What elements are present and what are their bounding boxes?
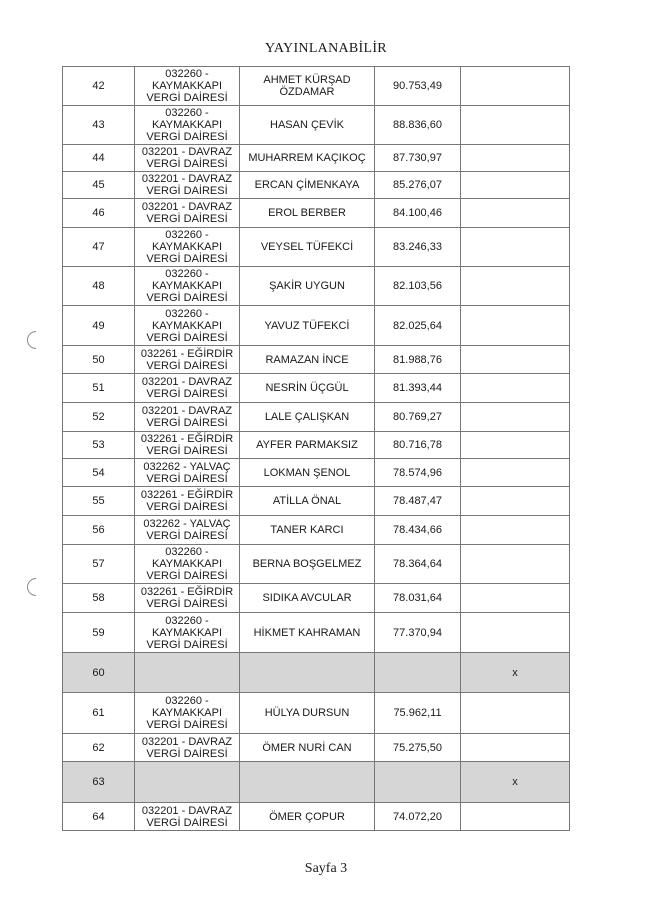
- table-row: [63, 693, 570, 734]
- mark-cell: [461, 374, 570, 403]
- tax-office-cell: [135, 803, 240, 831]
- mark-cell: [461, 487, 570, 516]
- tax-office-line: VERGİ DAİRESİ: [146, 530, 228, 542]
- tax-office-line: KAYMAKKAPI: [151, 80, 223, 92]
- person-name-cell: BERNA BOŞGELMEZ: [240, 545, 375, 584]
- person-name-cell: TANER KARCI: [240, 516, 375, 545]
- tax-office-line: 032260 -: [165, 229, 209, 241]
- tax-office-line: VERGİ DAİRESİ: [146, 472, 228, 485]
- table-row: [63, 306, 570, 346]
- amount-cell: 78.487,47: [375, 487, 461, 516]
- person-name-cell: [240, 762, 375, 803]
- tax-office-cell: [135, 267, 240, 306]
- mark-cell: [461, 432, 570, 459]
- tax-office-cell: [135, 459, 240, 487]
- tax-office-line: VERGİ DAİRESİ: [146, 388, 228, 400]
- table-row: [63, 199, 570, 228]
- row-number-cell: 61: [63, 693, 135, 734]
- table-row: [63, 67, 570, 106]
- tax-office-line: 032261 - EĞİRDİR: [140, 586, 234, 598]
- person-name-cell: HÜLYA DURSUN: [240, 693, 375, 734]
- mark-cell: [461, 584, 570, 613]
- person-name-cell: AHMET KÜRŞAD ÖZDAMAR: [240, 67, 375, 106]
- amount-cell: 78.434,66: [375, 516, 461, 545]
- mark-cell: [461, 306, 570, 346]
- mark-cell: [461, 67, 570, 106]
- tax-office-line: VERGİ DAİRESİ: [146, 213, 228, 225]
- mark-cell: [461, 403, 570, 432]
- tax-office-line: VERGİ DAİRESİ: [146, 131, 228, 143]
- amount-cell: [375, 762, 461, 803]
- tax-office-line: VERGİ DAİRESİ: [146, 92, 228, 104]
- mark-cell: x: [461, 653, 570, 693]
- row-number-cell: 42: [63, 67, 135, 106]
- tax-office-cell: [135, 199, 240, 228]
- table-row: [63, 267, 570, 306]
- tax-office-cell: [135, 228, 240, 267]
- mark-cell: [461, 613, 570, 653]
- tax-office-line: VERGİ DAİRESİ: [146, 747, 228, 760]
- table-row: [63, 432, 570, 459]
- person-name-cell: RAMAZAN İNCE: [240, 346, 375, 374]
- row-number-cell: 53: [63, 432, 135, 459]
- tax-office-line: VERGİ DAİRESİ: [146, 185, 228, 197]
- amount-cell: 78.364,64: [375, 545, 461, 584]
- page-number: Sayfa 3: [304, 861, 348, 876]
- tax-office-cell: [135, 762, 240, 803]
- tax-office-line: 032262 - YALVAÇ: [143, 460, 231, 473]
- tax-office-line: KAYMAKKAPI: [151, 241, 223, 253]
- tax-office-line: 032260 -: [165, 107, 209, 119]
- tax-office-line: VERGİ DAİRESİ: [146, 331, 228, 344]
- tax-office-cell: [135, 734, 240, 762]
- tax-office-line: 032201 - DAVRAZ: [141, 146, 233, 158]
- tax-office-line: 032260 -: [165, 68, 209, 80]
- row-number-cell: 44: [63, 145, 135, 172]
- mark-cell: [461, 267, 570, 306]
- person-name-cell: HASAN ÇEVİK: [240, 106, 375, 145]
- tax-office-line: VERGİ DAİRESİ: [146, 292, 228, 304]
- tax-office-cell: [135, 545, 240, 584]
- amount-cell: 78.031,64: [375, 584, 461, 613]
- row-number-cell: 58: [63, 584, 135, 613]
- person-name-cell: LOKMAN ŞENOL: [240, 459, 375, 487]
- table-row: [63, 374, 570, 403]
- person-name-cell: AYFER PARMAKSIZ: [240, 432, 375, 459]
- table-row: [63, 346, 570, 374]
- row-number-cell: 45: [63, 172, 135, 199]
- mark-cell: [461, 346, 570, 374]
- tax-office-line: 032260 -: [165, 695, 209, 707]
- mark-cell: [461, 693, 570, 734]
- results-table-body: [63, 67, 570, 831]
- tax-office-line: 032201 - DAVRAZ: [141, 804, 233, 817]
- amount-cell: 81.988,76: [375, 346, 461, 374]
- amount-cell: 80.716,78: [375, 432, 461, 459]
- tax-office-cell: [135, 432, 240, 459]
- tax-office-line: 032201 - DAVRAZ: [141, 376, 233, 388]
- mark-cell: [461, 172, 570, 199]
- tax-office-line: 032262 - YALVAÇ: [143, 518, 231, 530]
- row-number-cell: 64: [63, 803, 135, 831]
- tax-office-cell: [135, 403, 240, 432]
- table-row: [63, 403, 570, 432]
- results-table: [62, 66, 570, 831]
- tax-office-line: VERGİ DAİRESİ: [146, 638, 228, 651]
- row-number-cell: 63: [63, 762, 135, 803]
- person-name-cell: ŞAKİR UYGUN: [240, 267, 375, 306]
- tax-office-cell: [135, 487, 240, 516]
- tax-office-line: KAYMAKKAPI: [151, 319, 223, 332]
- tax-office-cell: [135, 67, 240, 106]
- row-number-cell: 59: [63, 613, 135, 653]
- tax-office-line: 032201 - DAVRAZ: [141, 735, 233, 748]
- mark-cell: [461, 145, 570, 172]
- mark-cell: [461, 516, 570, 545]
- tax-office-cell: [135, 693, 240, 734]
- tax-office-line: VERGİ DAİRESİ: [146, 570, 228, 582]
- tax-office-line: 032260 -: [165, 307, 209, 320]
- table-row-blank: [63, 762, 570, 803]
- amount-cell: 77.370,94: [375, 613, 461, 653]
- tax-office-line: VERGİ DAİRESİ: [146, 816, 228, 829]
- amount-cell: 81.393,44: [375, 374, 461, 403]
- tax-office-line: 032261 - EĞİRDİR: [140, 347, 234, 360]
- person-name-cell: ÖMER ÇOPUR: [240, 803, 375, 831]
- tax-office-cell: [135, 653, 240, 693]
- tax-office-line: VERGİ DAİRESİ: [146, 445, 228, 457]
- table-row: [63, 228, 570, 267]
- amount-cell: 88.836,60: [375, 106, 461, 145]
- person-name-cell: MUHARREM KAÇIKOÇ: [240, 145, 375, 172]
- tax-office-line: VERGİ DAİRESİ: [146, 417, 228, 429]
- person-name-cell: ERCAN ÇİMENKAYA: [240, 172, 375, 199]
- amount-cell: 75.962,11: [375, 693, 461, 734]
- row-number-cell: 50: [63, 346, 135, 374]
- amount-cell: 82.103,56: [375, 267, 461, 306]
- row-number-cell: 60: [63, 653, 135, 693]
- amount-cell: [375, 653, 461, 693]
- row-number-cell: 48: [63, 267, 135, 306]
- mark-cell: [461, 199, 570, 228]
- mark-cell: [461, 228, 570, 267]
- row-number-cell: 57: [63, 545, 135, 584]
- tax-office-cell: [135, 172, 240, 199]
- tax-office-cell: [135, 613, 240, 653]
- amount-cell: 83.246,33: [375, 228, 461, 267]
- tax-office-line: 032261 - EĞİRDİR: [140, 433, 234, 445]
- tax-office-line: 032201 - DAVRAZ: [141, 173, 233, 185]
- tax-office-line: VERGİ DAİRESİ: [146, 158, 228, 170]
- table-row: [63, 734, 570, 762]
- tax-office-cell: [135, 106, 240, 145]
- amount-cell: 82.025,64: [375, 306, 461, 346]
- table-row: [63, 459, 570, 487]
- row-number-cell: 47: [63, 228, 135, 267]
- tax-office-cell: [135, 516, 240, 545]
- person-name-cell: SIDIKA AVCULAR: [240, 584, 375, 613]
- amount-cell: 84.100,46: [375, 199, 461, 228]
- mark-cell: x: [461, 762, 570, 803]
- tax-office-cell: [135, 374, 240, 403]
- table-row: [63, 172, 570, 199]
- row-number-cell: 62: [63, 734, 135, 762]
- mark-cell: [461, 734, 570, 762]
- table-row: [63, 516, 570, 545]
- tax-office-line: VERGİ DAİRESİ: [146, 598, 228, 610]
- person-name-cell: ÖMER NURİ CAN: [240, 734, 375, 762]
- tax-office-cell: [135, 306, 240, 346]
- row-number-cell: 56: [63, 516, 135, 545]
- row-number-cell: 49: [63, 306, 135, 346]
- row-number-cell: 43: [63, 106, 135, 145]
- tax-office-line: KAYMAKKAPI: [151, 707, 223, 719]
- tax-office-line: 032261 - EĞİRDİR: [140, 489, 234, 501]
- tax-office-line: VERGİ DAİRESİ: [146, 253, 228, 265]
- tax-office-cell: [135, 145, 240, 172]
- amount-cell: 80.769,27: [375, 403, 461, 432]
- person-name-cell: YAVUZ TÜFEKCİ: [240, 306, 375, 346]
- tax-office-line: VERGİ DAİRESİ: [146, 359, 228, 372]
- person-name-cell: ATİLLA ÖNAL: [240, 487, 375, 516]
- punch-hole-mark: [23, 574, 48, 599]
- table-row: [63, 145, 570, 172]
- amount-cell: 78.574,96: [375, 459, 461, 487]
- tax-office-line: 032260 -: [165, 268, 209, 280]
- amount-cell: 75.275,50: [375, 734, 461, 762]
- person-name-cell: HİKMET KAHRAMAN: [240, 613, 375, 653]
- tax-office-line: KAYMAKKAPI: [151, 280, 223, 292]
- mark-cell: [461, 459, 570, 487]
- tax-office-line: KAYMAKKAPI: [151, 558, 223, 570]
- tax-office-line: 032201 - DAVRAZ: [141, 405, 233, 417]
- table-row: [63, 545, 570, 584]
- row-number-cell: 52: [63, 403, 135, 432]
- row-number-cell: 54: [63, 459, 135, 487]
- tax-office-cell: [135, 584, 240, 613]
- mark-cell: [461, 545, 570, 584]
- person-name-cell: EROL BERBER: [240, 199, 375, 228]
- table-row: [63, 613, 570, 653]
- tax-office-line: 032260 -: [165, 546, 209, 558]
- punch-hole-mark: [23, 327, 48, 352]
- tax-office-line: 032260 -: [165, 614, 209, 627]
- tax-office-line: KAYMAKKAPI: [151, 626, 223, 639]
- tax-office-line: VERGİ DAİRESİ: [146, 719, 228, 731]
- tax-office-line: VERGİ DAİRESİ: [146, 501, 228, 513]
- table-row: [63, 803, 570, 831]
- person-name-cell: LALE ÇALIŞKAN: [240, 403, 375, 432]
- tax-office-line: 032201 - DAVRAZ: [141, 201, 233, 213]
- amount-cell: 74.072,20: [375, 803, 461, 831]
- mark-cell: [461, 803, 570, 831]
- table-row-blank: [63, 653, 570, 693]
- person-name-cell: NESRİN ÜÇGÜL: [240, 374, 375, 403]
- amount-cell: 85.276,07: [375, 172, 461, 199]
- person-name-cell: VEYSEL TÜFEKCİ: [240, 228, 375, 267]
- row-number-cell: 51: [63, 374, 135, 403]
- mark-cell: [461, 106, 570, 145]
- page-header-title: YAYINLANABİLİR: [265, 41, 387, 56]
- row-number-cell: 46: [63, 199, 135, 228]
- tax-office-cell: [135, 346, 240, 374]
- amount-cell: 90.753,49: [375, 67, 461, 106]
- row-number-cell: 55: [63, 487, 135, 516]
- table-row: [63, 106, 570, 145]
- table-row: [63, 584, 570, 613]
- table-row: [63, 487, 570, 516]
- amount-cell: 87.730,97: [375, 145, 461, 172]
- person-name-cell: [240, 653, 375, 693]
- tax-office-line: KAYMAKKAPI: [151, 119, 223, 131]
